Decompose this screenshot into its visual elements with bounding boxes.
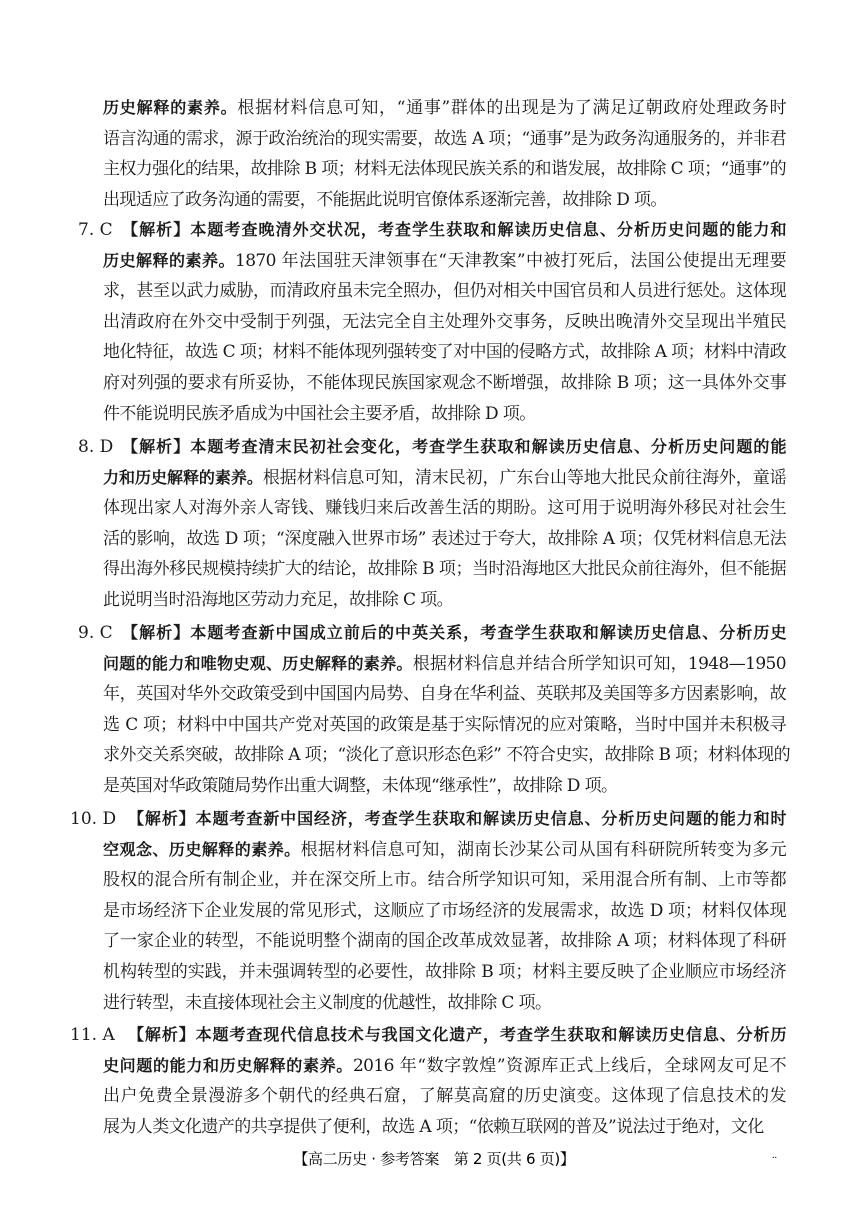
line-text: 机构转型的实践，并未强调转型的必要性，故排除 B 项；材料主要反映了企业顺应市场经济	[103, 962, 786, 982]
text-line	[103, 896, 786, 926]
text-line	[103, 988, 786, 1018]
text-line	[103, 554, 786, 584]
text-line	[103, 463, 786, 493]
bold-lead: 【解析】本题考查新中国成立前后的中英关系，考查学生获取和解读历史信息、分析历史	[122, 623, 786, 642]
text-line	[103, 649, 786, 679]
bold-lead: 【解析】本题考查晚清外交状况，考查学生获取和解读历史信息、分析历史问题的能力和	[122, 220, 786, 239]
text-line	[103, 585, 786, 615]
bold-lead: 【解析】本题考查清末民初社会变化，考查学生获取和解读历史信息、分析历史问题的能	[122, 437, 786, 456]
text-line	[103, 124, 786, 154]
text-line	[103, 926, 786, 956]
line-text: 主权力强化的结果，故排除 B 项；材料无法体现民族关系的和谐发展，故排除 C 项；“通事”的	[103, 159, 786, 180]
text-line	[103, 865, 786, 895]
text-line	[103, 246, 786, 276]
text-line	[103, 679, 786, 709]
text-line	[103, 1112, 786, 1142]
line-text: 展为人类文化遗产的共享提供了便利，故选 A 项；“依赖互联网的普及”说法过于绝对，文化	[103, 1116, 764, 1137]
line-text: 根据材料信息可知，湖南长沙某公司从国有科研院所转变为多元	[300, 839, 786, 860]
line-text: 活的影响，故选 D 项；“深度融入世界市场” 表述过于夸大，故排除 A 项；仅凭材料信息无法	[103, 528, 786, 549]
bold-lead: 历史解释的素养。	[103, 98, 238, 117]
text-line	[103, 93, 786, 123]
bold-lead: 力和历史解释的素养。	[103, 467, 263, 487]
bold-lead: 历史解释的素养。	[103, 250, 235, 270]
text-line	[122, 215, 786, 245]
text-line	[103, 399, 786, 429]
text-line	[103, 493, 786, 523]
line-text: 件不能说明民族矛盾成为中国社会主要矛盾，故排除 D 项。	[103, 403, 536, 424]
text-line	[103, 835, 786, 865]
text-line	[103, 524, 786, 554]
line-text: 根据材料信息可知，清末民初，广东台山等地大批民众前往海外，童谣	[262, 467, 786, 488]
line-text: 地化特征，故选 C 项；材料不能体现列强转变了对中国的侵略方式，故排除 A 项；材料中清政	[103, 342, 786, 363]
line-text: 1870 年法国驻天津领事在“天津教案”中被打死后，法国公使提出无理要	[234, 250, 786, 271]
line-text: 得出海外移民规模持续扩大的结论，故排除 B 项；当时沿海地区大批民众前往海外，但不能据	[103, 559, 786, 580]
text-line	[122, 618, 786, 648]
text-line	[103, 710, 786, 740]
text-line	[103, 957, 786, 987]
line-text: 了一家企业的转型，不能说明整个湖南的国企改革成效显著，故排除 A 项；材料体现了科研	[103, 931, 786, 952]
line-text: 是英国对华政策随局势作出重大调整，未体现“继承性”，故排除 D 项。	[103, 776, 618, 796]
bold-lead: 【解析】本题考查新中国经济，考查学生获取和解读历史信息、分析历史问题的能力和时	[128, 809, 786, 828]
text-line	[103, 276, 786, 306]
line-text: 此说明当时沿海地区劳动力充足，故排除 C 项。	[103, 590, 454, 610]
text-line	[103, 1081, 786, 1111]
text-line	[128, 1020, 786, 1050]
answer-number: 11. A	[70, 1025, 115, 1045]
line-text: 股权的混合所有制企业，并在深交所上市。结合所学知识可知，采用混合所有制、上市等都	[103, 870, 786, 891]
page-footer: 【高二历史 · 参考答案 第 2 页(共 6 页)】	[293, 1150, 575, 1168]
text-line	[103, 368, 786, 398]
answer-number: 7. C	[78, 220, 113, 240]
line-text: 求，甚至以武力威胁，而清政府虽未完全照办，但仍对相关中国官员和人员进行惩处。这体现	[103, 281, 786, 302]
text-line	[122, 432, 786, 462]
text-line	[103, 154, 786, 184]
line-text: 出清政府在外交中受制于列强，无法完全自主处理外交事务，反映出晚清外交呈现出半殖民	[103, 311, 786, 332]
text-line	[128, 804, 786, 834]
line-text: 年，英国对华外交政策受到中国国内局势、自身在华利益、英联邦及美国等多方因素影响，故	[103, 684, 786, 705]
line-text: 出户免费全景漫游多个朝代的经典石窟，了解莫高窟的历史演变。这体现了信息技术的发	[103, 1086, 786, 1107]
text-line	[103, 771, 786, 801]
text-line	[103, 185, 786, 215]
line-text: 出现适应了政务沟通的需要，不能据此说明官僚体系逐渐完善，故排除 D 项。	[103, 189, 667, 210]
text-line	[103, 337, 786, 367]
text-line	[103, 1051, 786, 1081]
answer-number: 8. D	[78, 437, 114, 457]
text-line	[103, 307, 786, 337]
bold-lead: 史问题的能力和历史解释的素养。	[103, 1055, 353, 1075]
line-text: 体现出家人对海外亲人寄钱、赚钱归来后改善生活的期盼。这可用于说明海外移民对社会生	[103, 498, 786, 519]
corner-mark: ..	[772, 1150, 777, 1161]
line-text: 根据材料信息并结合所学知识可知，1948—1950	[412, 653, 786, 674]
line-text: 根据材料信息可知，“通事”群体的出现是为了满足辽朝政府处理政务时	[237, 98, 786, 118]
line-text: 求外交关系突破，故排除 A 项；“淡化了意识形态色彩” 不符合史实，故排除 B 项；材料体现的	[103, 745, 790, 766]
line-text: 2016 年“数字敦煌”资源库正式上线后，全球网友可足不	[352, 1055, 786, 1076]
text-line	[103, 740, 790, 770]
line-text: 语言沟通的需求，源于政治统治的现实需要，故选 A 项；“通事”是为政务沟通服务的，并非君	[103, 128, 786, 149]
bold-lead: 问题的能力和唯物史观、历史解释的素养。	[103, 653, 413, 673]
line-text: 进行转型，未直接体现社会主义制度的优越性，故排除 C 项。	[103, 992, 552, 1013]
line-text: 府对列强的要求有所妥协，不能体现民族国家观念不断增强，故排除 B 项；这一具体外交事	[103, 373, 786, 393]
line-text: 选 C 项；材料中中国共产党对英国的政策是基于实际情况的应对策略，当时中国并未积极寻	[103, 714, 786, 735]
answer-number: 9. C	[78, 623, 113, 643]
bold-lead: 【解析】本题考查现代信息技术与我国文化遗产，考查学生获取和解读历史信息、分析历	[128, 1025, 786, 1044]
answer-number: 10. D	[70, 809, 117, 829]
line-text: 是市场经济下企业发展的常见形式，这顺应了市场经济的发展需求，故选 D 项；材料仅体现	[103, 900, 786, 921]
bold-lead: 空观念、历史解释的素养。	[103, 839, 301, 859]
